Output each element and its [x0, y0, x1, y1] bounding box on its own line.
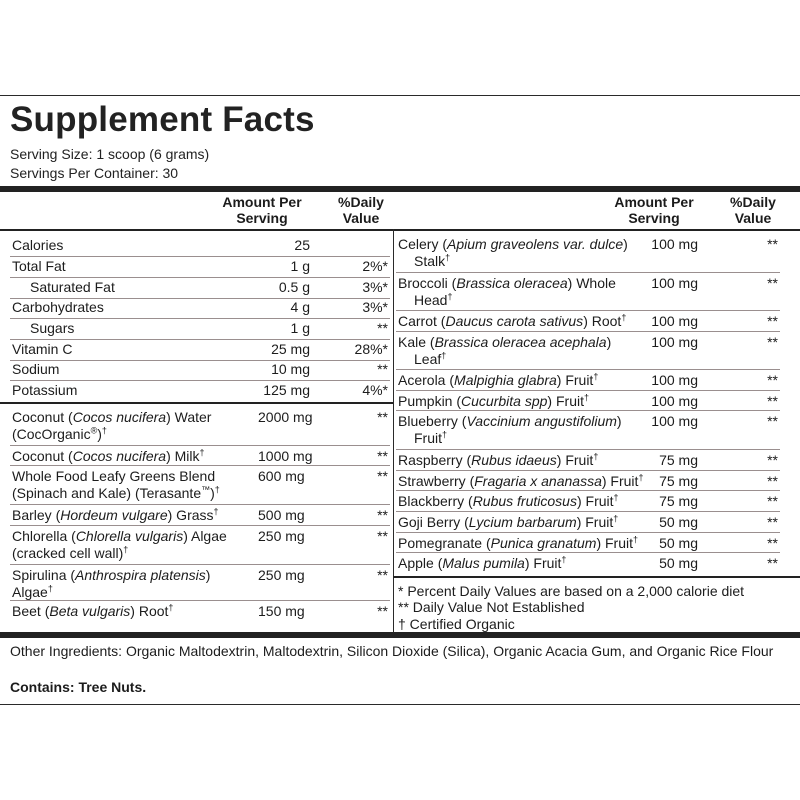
- ingredient-name: Broccoli (Brassica oleracea) Whole Head†: [398, 275, 616, 308]
- row-divider: [396, 449, 780, 450]
- ingredient-name: Strawberry (Fragaria x ananassa) Fruit†: [398, 472, 644, 489]
- header-top-bar: [0, 186, 800, 192]
- nutrient-name: Sodium: [12, 361, 60, 377]
- ingredient-name: Pomegranate (Punica granatum) Fruit†: [398, 534, 639, 551]
- ingredient-dv: **: [767, 555, 778, 571]
- nutrient-amount: 0.5 g: [278, 279, 310, 295]
- row-divider: [396, 552, 780, 553]
- nutrient-amount: 10 mg: [271, 361, 310, 377]
- ingredient-dv: **: [767, 514, 778, 530]
- ingredient-name: Apple (Malus pumila) Fruit†: [398, 554, 567, 571]
- ingredient-name: Goji Berry (Lycium barbarum) Fruit†: [398, 513, 619, 530]
- ingredient-dv: **: [767, 452, 778, 468]
- row-divider: [396, 410, 780, 411]
- ingredient-amount: 500 mg: [258, 507, 305, 523]
- nutrient-name: Calories: [12, 237, 64, 253]
- other-ingredients: Other Ingredients: Organic Maltodextrin, Maltodextrin, Silicon Dioxide (Silica), Organic Acacia Gum, and Organic Rice Flour: [10, 643, 774, 659]
- ingredient-amount: 75 mg: [659, 473, 698, 489]
- nutrient-name: Sugars: [30, 320, 75, 336]
- ingredient-name: Celery (Apium graveolens var. dulce) Stalk†: [398, 236, 628, 269]
- nutrient-dv: 3%*: [362, 299, 388, 315]
- ingredient-amount: 50 mg: [659, 555, 698, 571]
- ingredient-dv: **: [767, 413, 778, 429]
- ingredient-dv: **: [377, 507, 388, 523]
- panel-title: Supplement Facts: [10, 100, 315, 139]
- ingredient-name: Coconut (Cocos nucifera) Water (CocOrganic®)†: [12, 409, 212, 442]
- nutrient-name: Saturated Fat: [30, 279, 115, 295]
- row-divider: [396, 331, 780, 332]
- ingredient-amount: 600 mg: [258, 468, 305, 484]
- column-divider: [393, 229, 394, 632]
- row-divider: [396, 369, 780, 370]
- ingredient-name: Barley (Hordeum vulgare) Grass†: [12, 506, 219, 523]
- ingredient-amount: 100 mg: [651, 313, 698, 329]
- left-dv-header: %Daily Value: [338, 194, 384, 226]
- footer-bar: [0, 632, 800, 638]
- ingredient-dv: **: [377, 567, 388, 583]
- ingredient-amount: 75 mg: [659, 452, 698, 468]
- ingredient-amount: 50 mg: [659, 535, 698, 551]
- ingredient-amount: 100 mg: [651, 334, 698, 350]
- row-divider: [393, 576, 800, 578]
- right-amount-header: Amount Per Serving: [614, 194, 694, 226]
- nutrient-name: Total Fat: [12, 258, 66, 274]
- ingredient-dv: **: [767, 372, 778, 388]
- ingredient-amount: 100 mg: [651, 275, 698, 291]
- row-divider: [396, 490, 780, 491]
- ingredient-dv: **: [377, 603, 388, 619]
- ingredient-amount: 250 mg: [258, 528, 305, 544]
- row-divider: [10, 445, 390, 446]
- nutrient-name: Potassium: [12, 382, 78, 398]
- ingredient-name: Coconut (Cocos nucifera) Milk†: [12, 447, 205, 464]
- row-divider: [10, 380, 390, 381]
- ingredient-amount: 100 mg: [651, 393, 698, 409]
- nutrient-dv: 3%*: [362, 279, 388, 295]
- ingredient-dv: **: [767, 393, 778, 409]
- row-divider: [10, 600, 390, 601]
- ingredient-dv: **: [767, 275, 778, 291]
- nutrient-amount: 1 g: [290, 258, 310, 274]
- ingredient-name: Carrot (Daucus carota sativus) Root†: [398, 312, 627, 329]
- row-divider: [396, 390, 780, 391]
- right-dv-header: %Daily Value: [730, 194, 776, 226]
- ingredient-dv: **: [377, 409, 388, 425]
- ingredient-name: Beet (Beta vulgaris) Root†: [12, 602, 174, 619]
- row-divider: [10, 256, 390, 257]
- ingredient-amount: 75 mg: [659, 493, 698, 509]
- row-divider: [10, 525, 390, 526]
- ingredient-amount: 150 mg: [258, 603, 305, 619]
- footnote-dv: * Percent Daily Values are based on a 2,000 calorie diet: [398, 583, 745, 599]
- servings-per-container: Servings Per Container: 30: [10, 165, 179, 181]
- serving-size: Serving Size: 1 scoop (6 grams): [10, 146, 210, 162]
- nutrient-dv: 28%*: [354, 341, 388, 357]
- row-divider: [396, 511, 780, 512]
- ingredient-amount: 50 mg: [659, 514, 698, 530]
- allergen-statement: Contains: Tree Nuts.: [10, 679, 147, 695]
- ingredient-name: Acerola (Malpighia glabra) Fruit†: [398, 371, 599, 388]
- ingredient-name: Blueberry (Vaccinium angustifolium) Fruit†: [398, 413, 622, 446]
- nutrient-amount: 125 mg: [263, 382, 310, 398]
- left-amount-header: Amount Per Serving: [222, 194, 302, 226]
- ingredient-name: Pumpkin (Cucurbita spp) Fruit†: [398, 392, 589, 409]
- nutrient-dv: 4%*: [362, 382, 388, 398]
- ingredient-dv: **: [767, 473, 778, 489]
- nutrient-name: Vitamin C: [12, 341, 73, 357]
- nutrient-dv: **: [377, 320, 388, 336]
- row-divider: [10, 564, 390, 565]
- footnote-not-established: ** Daily Value Not Established: [398, 599, 585, 615]
- nutrient-amount: 4 g: [290, 299, 310, 315]
- ingredient-name: Whole Food Leafy Greens Blend (Spinach and Kale) (Terasante™)†: [12, 468, 220, 501]
- ingredient-name: Raspberry (Rubus idaeus) Fruit†: [398, 451, 599, 468]
- row-divider: [10, 465, 390, 466]
- row-divider: [10, 339, 390, 340]
- row-divider: [396, 310, 780, 311]
- nutrient-amount: 25: [294, 237, 310, 253]
- ingredient-dv: **: [767, 493, 778, 509]
- nutrient-name: Carbohydrates: [12, 299, 104, 315]
- ingredient-name: Chlorella (Chlorella vulgaris) Algae (cracked cell wall)†: [12, 528, 227, 561]
- nutrient-dv: 2%*: [362, 258, 388, 274]
- ingredient-amount: 1000 mg: [258, 448, 313, 464]
- ingredient-name: Spirulina (Anthrospira platensis) Algae†: [12, 567, 211, 600]
- row-divider: [10, 318, 390, 319]
- ingredient-amount: 250 mg: [258, 567, 305, 583]
- ingredient-dv: **: [767, 535, 778, 551]
- ingredient-amount: 100 mg: [651, 236, 698, 252]
- ingredient-name: Blackberry (Rubus fruticosus) Fruit†: [398, 492, 619, 509]
- ingredient-dv: **: [377, 528, 388, 544]
- ingredient-dv: **: [767, 313, 778, 329]
- ingredient-amount: 100 mg: [651, 372, 698, 388]
- row-divider: [10, 277, 390, 278]
- row-divider: [10, 504, 390, 505]
- ingredient-name: Kale (Brassica oleracea acephala) Leaf†: [398, 334, 612, 367]
- ingredient-amount: 100 mg: [651, 413, 698, 429]
- footnote-organic: † Certified Organic: [398, 616, 515, 632]
- row-divider: [396, 272, 780, 273]
- row-divider: [396, 532, 780, 533]
- row-divider: [0, 402, 393, 404]
- ingredient-dv: **: [767, 334, 778, 350]
- ingredient-dv: **: [377, 448, 388, 464]
- ingredient-dv: **: [377, 468, 388, 484]
- ingredient-dv: **: [767, 236, 778, 252]
- nutrient-amount: 25 mg: [271, 341, 310, 357]
- row-divider: [396, 470, 780, 471]
- header-bottom-rule: [0, 229, 800, 231]
- ingredient-amount: 2000 mg: [258, 409, 313, 425]
- nutrient-dv: **: [377, 361, 388, 377]
- nutrient-amount: 1 g: [290, 320, 310, 336]
